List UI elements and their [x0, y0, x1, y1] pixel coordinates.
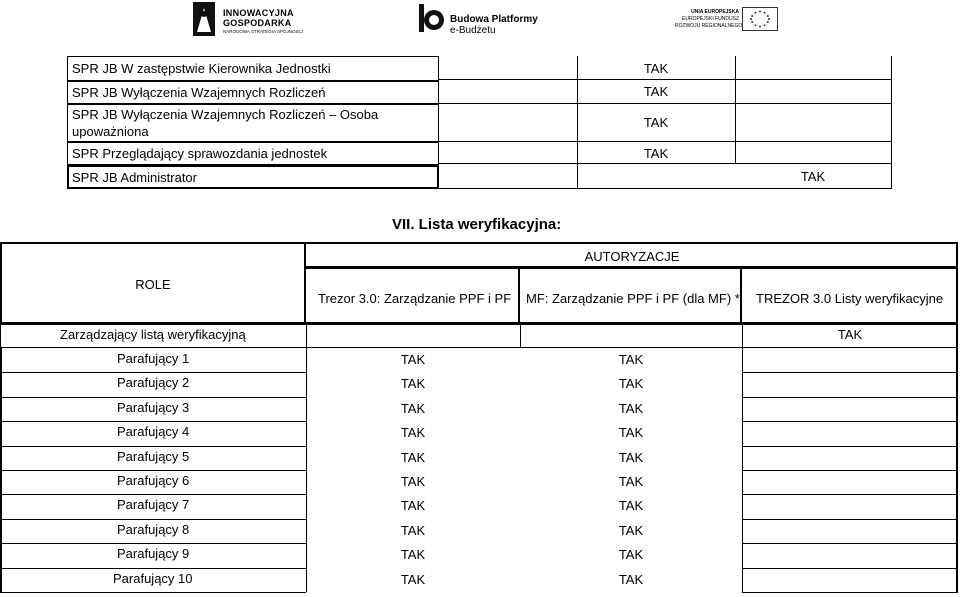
role-label: Parafujący 4 — [117, 424, 190, 440]
ue-line3: ROZWOJU REGIONALNEGO — [675, 23, 743, 29]
role-label: Parafujący 7 — [117, 497, 190, 513]
role-label: Parafujący 2 — [117, 375, 190, 391]
tak-value: TAK — [618, 449, 644, 465]
role-label: SPR JB Administrator — [72, 170, 197, 185]
tak-value: TAK — [400, 376, 426, 392]
eu-flag-icon — [742, 7, 778, 31]
tak-value: TAK — [643, 61, 669, 76]
role-label: Parafujący 9 — [117, 546, 190, 562]
role-header: ROLE — [135, 277, 171, 292]
role-label: Zarządzający listą weryfikacyjną — [60, 327, 246, 342]
role-label: Parafujący 3 — [117, 399, 190, 415]
tak-value: TAK — [837, 327, 863, 342]
logo-innowacyjna-gospodarka — [193, 2, 313, 38]
tak-value: TAK — [643, 146, 669, 161]
role-label: Parafujący 6 — [117, 473, 190, 488]
table-row — [67, 142, 439, 165]
tak-value: TAK — [400, 449, 426, 465]
tak-value: TAK — [618, 522, 644, 538]
ig-emblem-icon — [193, 2, 217, 36]
role-label: Parafujący 1 — [117, 351, 190, 366]
tak-value: TAK — [618, 547, 644, 563]
tak-value: TAK — [618, 571, 644, 587]
logo-unia-europejska — [675, 5, 785, 35]
tak-value: TAK — [400, 522, 426, 538]
tak-value: TAK — [643, 115, 669, 130]
role-label: SPR JB W zastępstwie Kierownika Jednostki — [72, 61, 331, 76]
tak-value: TAK — [618, 425, 644, 441]
tak-value: TAK — [618, 474, 644, 489]
role-label: SPR JB Wyłączenia Wzajemnych Rozliczeń – Osoba — [72, 107, 379, 122]
ue-line2: EUROPEJSKI FUNDUSZ — [682, 16, 739, 22]
role-header-cell — [0, 242, 306, 324]
role-label: SPR Przeglądający sprawozdania jednostek — [72, 146, 328, 161]
tak-value: TAK — [400, 547, 426, 563]
role-label: Parafujący 10 — [113, 570, 193, 586]
role-label: SPR JB Wyłączenia Wzajemnych Rozliczeń — [72, 85, 326, 100]
tak-value: TAK — [618, 498, 644, 514]
tak-value: TAK — [800, 169, 826, 184]
column-header: TREZOR 3.0 Listy weryfikacyjne — [742, 267, 958, 324]
tak-value: TAK — [400, 400, 426, 416]
tak-value: TAK — [618, 352, 644, 367]
budowa-line1: Budowa Platformy — [450, 14, 538, 25]
budowa-line2: e-Budżetu — [450, 25, 496, 36]
ig-line1: INNOWACYJNA — [223, 8, 294, 18]
role-label: upoważniona — [72, 124, 149, 139]
logo-budowa-platformy — [418, 3, 548, 37]
ig-line3: NARODOWA STRATEGIA SPÓJNOŚCI — [223, 29, 304, 34]
role-label: Parafujący 8 — [117, 521, 190, 537]
budowa-emblem-icon — [418, 3, 446, 33]
group-header: AUTORYZACJE — [584, 249, 680, 264]
tak-value: TAK — [400, 352, 426, 367]
tak-value: TAK — [400, 571, 426, 587]
autoryzacje-header-cell — [306, 242, 958, 267]
ue-line1: UNIA EUROPEJSKA — [691, 9, 739, 15]
column-header: Trezor 3.0: Zarządzanie PPF i PF — [306, 267, 520, 324]
column-header: MF: Zarządzanie PPF i PF (dla MF) * — [520, 267, 742, 324]
tak-value: TAK — [643, 84, 669, 99]
table-row — [67, 165, 439, 189]
tak-value: TAK — [618, 376, 644, 392]
table-row — [67, 104, 439, 142]
tak-value: TAK — [400, 425, 426, 441]
table-row — [67, 56, 439, 81]
section-title: VII. Lista weryfikacyjna: — [392, 216, 562, 233]
tak-value: TAK — [618, 400, 644, 416]
role-label: Parafujący 5 — [117, 448, 190, 464]
tak-value: TAK — [400, 498, 426, 514]
table-row — [67, 81, 439, 104]
tak-value: TAK — [400, 474, 426, 489]
ig-line2: GOSPODARKA — [223, 18, 292, 28]
